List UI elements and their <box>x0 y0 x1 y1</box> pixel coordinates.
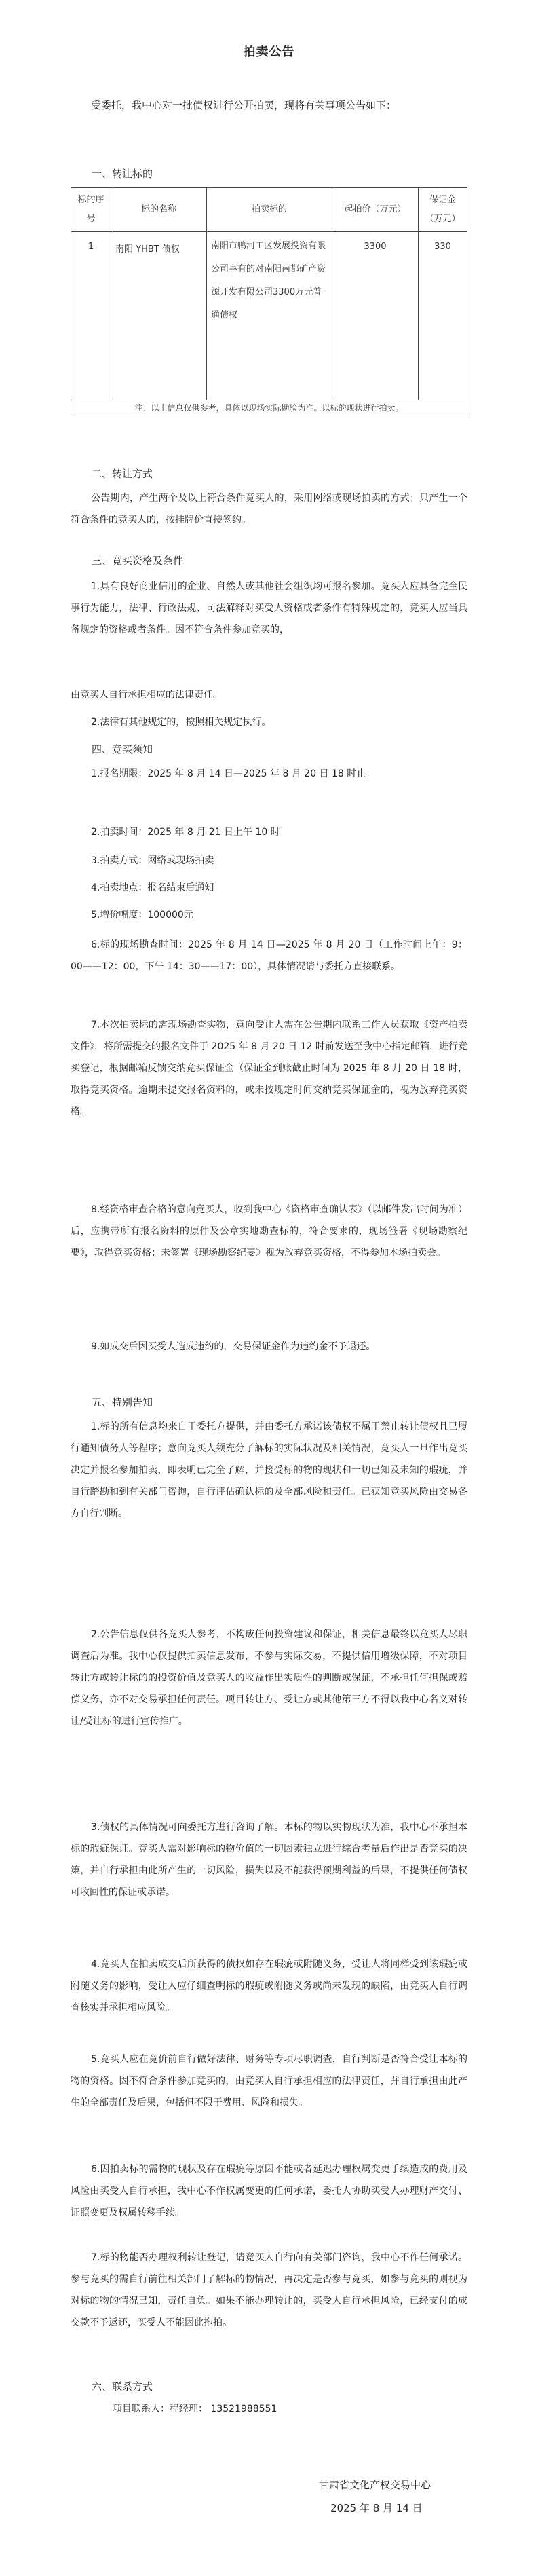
qualification-item-2: 2.法律有其他规定的，按照相关规定执行。 <box>91 717 271 728</box>
section-heading-transfer-method: 二、转让方式 <box>92 468 153 480</box>
signature-date: 2025 年 8 月 14 日 <box>330 2502 423 2514</box>
signature-org: 甘肃省文化产权交易中心 <box>319 2479 431 2491</box>
table-header-deposit: 保证金（万元） <box>419 188 467 232</box>
section-heading-transfer-items: 一、转让标的 <box>92 168 153 180</box>
table-header-no: 标的序号 <box>71 188 111 232</box>
bidding-item-7: 7.本次拍卖标的需现场勘查实物，意向受让人需在公告期内联系工作人员获取《资产拍卖文件》，将所需提交的报名文件于 2025 年 8 月 20 日 12 时前发送至我中心指定邮箱，进行竞买登记，根据邮箱反馈交纳竞买保证金（保证金到账截止时间为 2025 年 8 月 20 日 18 时，取得竞买资格。逾期未提交报名资料的，或未按规定时间交纳竞买保证金的，视为放弃竞买资格。 <box>71 1020 467 1117</box>
special-item-2: 2.公告信息仅供各竞买人参考，不构成任何投资建议和保证，相关信息最终以竞买人尽职调查后为准。我中心仅提供拍卖信息发布，不参与实际交易，不提供信用增级保障，不对项目转让方或转让标的的投资价值及竞买人的收益作出实质性的判断或保证，不承担任何担保或赔偿义务，亦不对交易承担任何责任。项目转让方、受让方或其他第三方不得以我中心名义对转让/受让标的进行宣传推广。 <box>71 1629 467 1727</box>
table-header-desc: 拍卖标的 <box>207 188 332 232</box>
special-item-6: 6.因拍卖标的需物的现状及存在瑕疵等原因不能或者延迟办理权属变更手续造成的费用及风险由买受人自行承担，我中心不作权属变更的任何承诺，委托人协助买受人办理财产交付、证照变更及权属转移手续。 <box>71 2164 467 2218</box>
bidding-item-1: 1.报名期限：2025 年 8 月 14 日—2025 年 8 月 20 日 18 时止 <box>91 768 366 779</box>
bidding-item-8: 8.经资格审查合格的意向竞买人，收到我中心《资格审查确认表》（以邮件发出时间为准）后，应携带所有报名资料的原件及公章实地勘查标的，符合要求的，现场签署《现场勘察纪要》，取得竞买资格；未签署《现场勘察纪要》视为放弃竞买资格，不得参加本场拍卖会。 <box>71 1204 467 1258</box>
bidding-item-5: 5.增价幅度：100000元 <box>91 910 193 920</box>
special-item-5: 5.竞买人应在竞价前自行做好法律、财务等专项尽职调查，自行判断是否符合受让本标的物的资格。因不符合条件参加竞买的，由竞买人自行承担相应的法律责任，并自行承担由此产生的全部责任及后果，包括但不限于费用、风险和损失。 <box>71 2054 467 2108</box>
cell-no: 1 <box>71 232 111 400</box>
section-heading-bidding-notice: 四、竞买须知 <box>92 743 153 755</box>
qualification-item-1-cont: 由竞买人自行承担相应的法律责任。 <box>71 690 223 701</box>
items-table <box>71 187 467 415</box>
section-heading-special-notice: 五、特别告知 <box>92 1396 153 1408</box>
bidding-item-6: 6.标的现场勘查时间：2025 年 8 月 14 日—2025 年 8 月 20 日（工作时间上午：9：00——12：00，下午 14：30——17：00），具体情况请与委托方直接联系。 <box>71 939 467 972</box>
special-item-7: 7.标的物能否办理权利转让登记，请竞买人自行向有关部门咨询，我中心不作任何承诺。参与竞买的需自行前往相关部门了解标的物情况，再决定是否参与竞买，如参与竞买的则视为对标的物的情况已知，责任自负。如果不能办理转让的，买受人自行承担风险，已经支付的成交款不予返还，买受人不能因此拖拍。 <box>71 2252 467 2328</box>
contact-phone: 13521988551 <box>210 2404 277 2414</box>
cell-desc: 南阳市鸭河工区发展投资有限公司享有的对南阳南都矿产资源开发有限公司3300万元普通债权 <box>207 232 332 400</box>
table-row <box>71 232 467 400</box>
table-note: 注：以上信息仅供参考，具体以现场实际勘验为准。以标的现状进行拍卖。 <box>71 400 467 415</box>
cell-deposit: 330 <box>419 232 467 400</box>
contact-label: 项目联系人： <box>113 2404 170 2414</box>
page-title: 拍卖公告 <box>243 45 295 59</box>
contact-line <box>113 2402 277 2415</box>
qualification-item-1: 1.具有良好商业信用的企业、自然人或其他社会组织均可报名参加。竞买人应具备完全民事行为能力，法律、行政法规、司法解释对买受人资格或者条件有特殊规定的，竞买人应当具备规定的资格或者条件。因不符合条件参加竞买的， <box>71 581 467 635</box>
bidding-item-4: 4.拍卖地点：报名结束后通知 <box>91 882 214 893</box>
special-item-4: 4.竞买人在拍卖成交后所获得的债权如存在瑕疵或附随义务，受让人将同样受到该瑕疵或附随义务的影响，受让人应仔细查明标的瑕疵或附随义务或尚未发现的缺陷，由竞买人自行调查核实并承担相应风险。 <box>71 1959 467 2013</box>
cell-name: 南阳 YHBT 债权 <box>111 232 207 400</box>
table-header-price: 起拍价（万元） <box>332 188 419 232</box>
section-heading-contact: 六、联系方式 <box>92 2381 153 2393</box>
section-heading-qualification: 三、竞买资格及条件 <box>92 555 184 567</box>
intro-paragraph: 受委托，我中心对一批债权进行公开拍卖，现将有关事项公告如下： <box>91 99 397 111</box>
special-item-1: 1.标的所有信息均来自于委托方提供，并由委托方承诺该债权不属于禁止转让债权且已履行通知债务人等程序；意向竞买人须充分了解标的实际状况及相关情况，竞买人一旦作出竞买决定并报名参加拍卖，即表明已完全了解，并接受标的物的现状和一切已知及未知的瑕疵，并自行踏勘和到有关部门咨询，自行评估确认标的及全部风险和责任。已获知竞买风险由交易各方自行判断。 <box>71 1421 467 1519</box>
contact-name: 程经理： <box>170 2404 208 2414</box>
special-item-3: 3.债权的具体情况可向委托方进行咨询了解。本标的物以实物现状为准，我中心不承担本标的瑕疵保证。竞买人需对影响标的物价值的一切因素独立进行综合考量后作出是否竞买的决策，并自行承担由此所产生的一切风险，损失以及不能获得预期利益的后果，不提供任何债权可收回性的保证或承诺。 <box>71 1822 467 1898</box>
cell-price: 3300 <box>332 232 419 400</box>
table-header-name: 标的名称 <box>111 188 207 232</box>
bidding-item-9: 9.如成交后因买受人造成违约的，交易保证金作为违约金不予退还。 <box>91 1341 376 1352</box>
bidding-item-3: 3.拍卖方式：网络或现场拍卖 <box>91 855 214 866</box>
transfer-method-text: 公告期内，产生两个及以上符合条件竞买人的，采用网络或现场拍卖的方式；只产生一个符合条件的竞买人的，按挂牌价直接签约。 <box>71 493 467 525</box>
bidding-item-2: 2.拍卖时间：2025 年 8 月 21 日上午 10 时 <box>91 827 280 838</box>
